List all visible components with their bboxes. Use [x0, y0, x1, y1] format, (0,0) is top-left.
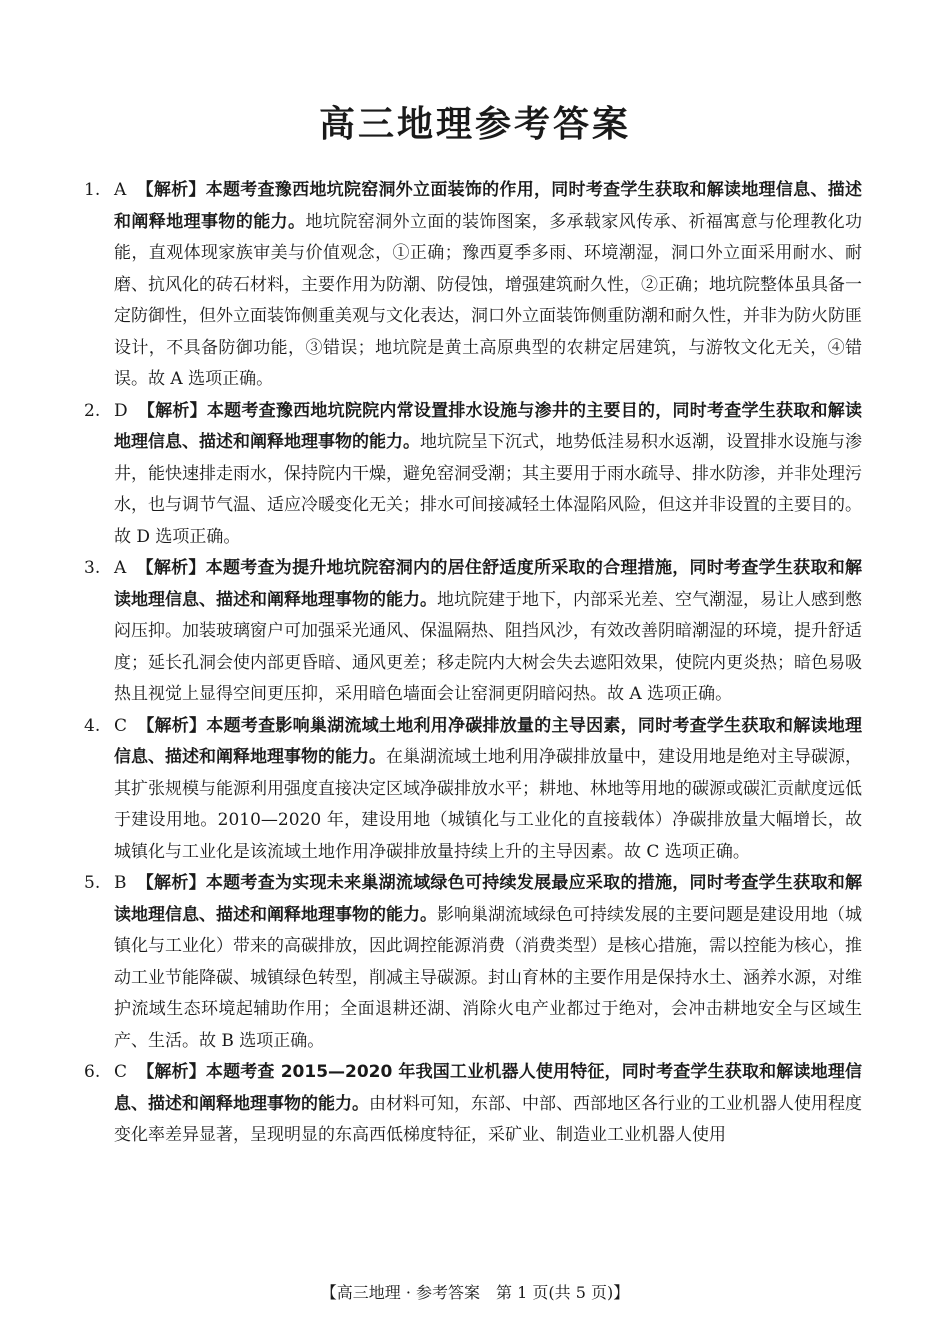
- answer-item-1: [84, 175, 862, 396]
- answer-number: 5.: [84, 873, 101, 893]
- analysis-lead: 本题考查豫西地坑院窑洞外立面装饰的作用，同时考查学生获取和解读地理信息、描述和阐释地理事物的能力。: [114, 180, 863, 232]
- answer-item-5: [84, 868, 862, 1057]
- answer-item-3: [84, 553, 862, 711]
- answer-number: 3.: [84, 558, 101, 578]
- analysis-lead: 本题考查 2015—2020 年我国工业机器人使用特征，同时考查学生获取和解读地理信息、描述和阐释地理事物的能力。: [114, 1062, 863, 1114]
- answer-letter: D: [114, 400, 128, 421]
- answer-number: 2.: [84, 400, 101, 421]
- answer-letter: B: [114, 873, 127, 893]
- analysis-body: 影响巢湖流域绿色可持续发展的主要问题是建设用地（城镇化与工业化）带来的高碳排放，因此调控能源消费（消费类型）是核心措施，需以控能为核心，推动工业节能降碳、城镇绿色转型，削减主导碳源。封山育林的主要作用是保持水土、涵养水源，对维护流域生态环境起辅助作用；全面退耕还湖、消除火电产业都过于绝对，会冲击耕地安全与区域生产、生活。故 B 选项正确。: [114, 904, 862, 1051]
- analysis-tag: 【解析】: [136, 180, 206, 200]
- answer-letter: A: [114, 558, 127, 578]
- answer-letter: C: [114, 715, 128, 736]
- analysis-tag: 【解析】: [137, 1062, 206, 1082]
- answer-letter: A: [114, 180, 127, 200]
- answer-number: 4.: [84, 715, 101, 736]
- answer-item-2: [84, 396, 862, 554]
- analysis-body: 地坑院呈下沉式，地势低洼易积水返潮，设置排水设施与渗井，能快速排走雨水，保持院内干燥，避免窑洞受潮；其主要用于雨水疏导、排水防渗，并非处理污水，也与调节气温、适应冷暖变化无关；排水可间接减轻土体湿陷风险，但这并非设置的主要目的。故 D 选项正确。: [114, 432, 862, 547]
- analysis-lead: 本题考查为实现未来巢湖流域绿色可持续发展最应采取的措施，同时考查学生获取和解读地理信息、描述和阐释地理事物的能力。: [114, 873, 863, 925]
- answer-number: 1.: [84, 180, 101, 200]
- analysis-lead: 本题考查为提升地坑院窑洞内的居住舒适度所采取的合理措施，同时考查学生获取和解读地理信息、描述和阐释地理事物的能力。: [114, 558, 863, 610]
- analysis-tag: 【解析】: [137, 715, 207, 736]
- answer-item-6: [84, 1057, 862, 1152]
- page-footer: 【高三地理 · 参考答案 第 1 页(共 5 页)】: [320, 1283, 630, 1302]
- analysis-body: 由材料可知，东部、中部、西部地区各行业的工业机器人使用程度变化率差异显著，呈现明显的东高西低梯度特征，采矿业、制造业工业机器人使用: [114, 1093, 862, 1145]
- analysis-lead: 本题考查豫西地坑院院内常设置排水设施与渗井的主要目的，同时考查学生获取和解读地理信息、描述和阐释地理事物的能力。: [114, 400, 862, 452]
- analysis-body: 在巢湖流域土地利用净碳排放量中，建设用地是绝对主导碳源，其扩张规模与能源利用强度直接决定区域净碳排放水平；耕地、林地等用地的碳源或碳汇贡献度远低于建设用地。2010—2020 年，建设用地（城镇化与工业化的直接载体）净碳排放量大幅增长，故城镇化与工业化是该流域土地作用净碳排放量持续上升的主导因素。故 C 选项正确。: [114, 747, 862, 862]
- analysis-body: 地坑院建于地下，内部采光差、空气潮湿，易让人感到憋闷压抑。加装玻璃窗户可加强采光通风、保温隔热、阻挡风沙，有效改善阴暗潮湿的环境，提升舒适度；延长孔洞会使内部更昏暗、通风更差；移走院内大树会失去遮阳效果，使院内更炎热；暗色易吸热且视觉上显得空间更压抑，采用暗色墙面会让窑洞更阴暗闷热。故 A 选项正确。: [114, 589, 862, 704]
- answer-number: 6.: [84, 1062, 101, 1082]
- answer-letter: C: [114, 1062, 128, 1082]
- answer-list: [84, 175, 862, 1152]
- analysis-tag: 【解析】: [136, 558, 206, 578]
- answer-item-4: [84, 711, 862, 869]
- analysis-tag: 【解析】: [136, 873, 206, 893]
- analysis-tag: 【解析】: [137, 400, 207, 421]
- analysis-lead: 本题考查影响巢湖流域土地利用净碳排放量的主导因素，同时考查学生获取和解读地理信息、描述和阐释地理事物的能力。: [114, 715, 863, 767]
- page-title: 高三地理参考答案: [318, 104, 631, 145]
- analysis-body: 地坑院窑洞外立面的装饰图案，多承载家风传承、祈福寓意与伦理教化功能，直观体现家族审美与价值观念，①正确；豫西夏季多雨、环境潮湿，洞口外立面采用耐水、耐磨、抗风化的砖石材料，主要作用为防潮、防侵蚀，增强建筑耐久性，②正确；地坑院整体虽具备一定防御性，但外立面装饰侧重美观与文化表达，洞口外立面装饰侧重防潮和耐久性，并非为防火防匪设计，不具备防御功能，③错误；地坑院是黄土高原典型的农耕定居建筑，与游牧文化无关，④错误。故 A 选项正确。: [114, 211, 862, 389]
